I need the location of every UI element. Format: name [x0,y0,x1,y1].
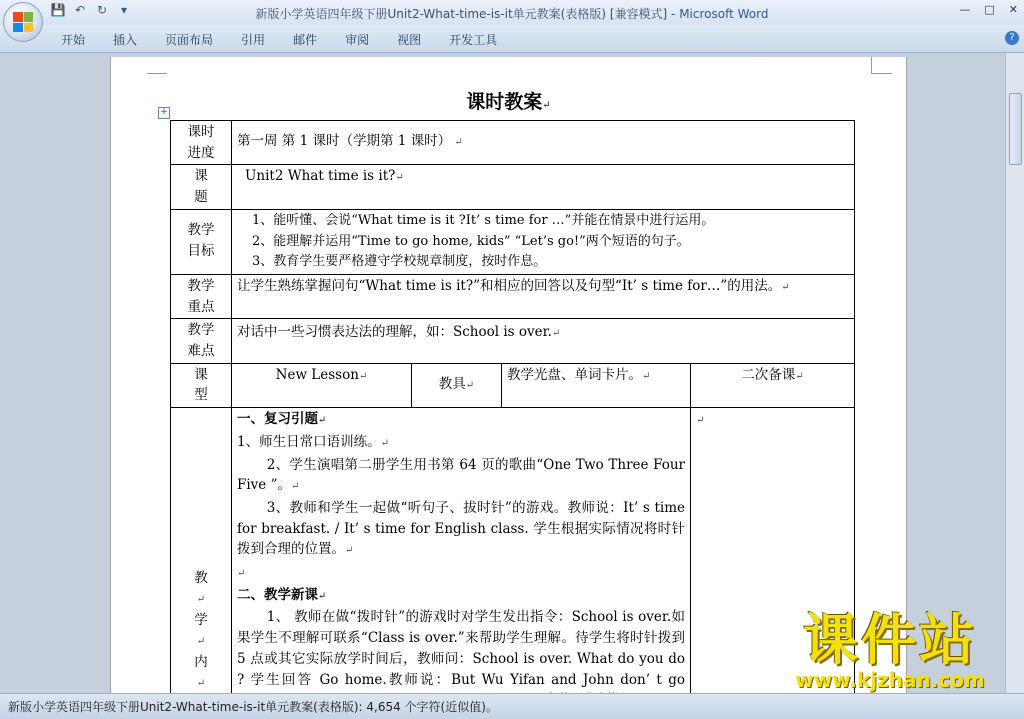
status-text: 新版小学英语四年级下册Unit2-What-time-is-it单元教案(表格版): 4,654 个字符(近似值)。 [8,700,498,714]
document-page[interactable] [110,57,907,693]
watermark-url: www.kjzhan.com [795,668,985,692]
tab-insert[interactable]: 插入 [113,33,138,47]
tools-value[interactable]: 教学光盘、单词卡片。↵ [502,363,691,407]
review-step-2: 2、学生演唱第二册学生用书第 64 页的歌曲“One Two Three Four Five ”。↵ [237,456,685,494]
goal-item: 2、能理解并运用“Time to go home, kids” “Let’s go!”两个短语的句子。 [252,233,690,249]
redo-icon[interactable]: ↻ [96,3,108,17]
table-row-topic [171,165,855,209]
ribbon-tabs [61,31,525,48]
goal-item: 3、教育学生要严格遵守学校规章制度，按时作息。 [252,254,547,270]
key-points-label: 教学 重点 [171,274,232,318]
table-row-lesson-type [171,363,855,407]
tab-mailings[interactable]: 邮件 [293,33,318,47]
section-review-title: 一、复习引题↵ [237,411,327,428]
tab-references[interactable]: 引用 [241,33,266,47]
key-points-value[interactable]: 让学生熟练掌握问句“What time is it?”和相应的回答以及句型“It’ s time for…”的用法。↵ [232,274,855,318]
topic-value[interactable]: Unit2 What time is it?↵ [232,165,855,209]
scrollbar-thumb[interactable] [1009,93,1022,165]
second-prep-label: 二次备课↵ [691,363,855,407]
table-row-progress [171,121,855,165]
section-new-lesson-title: 二、教学新课↵ [237,586,327,603]
document-name: 新版小学英语四年级下册Unit2-What-time-is-it单元教案(表格版) [兼容模式] - [255,7,680,21]
lesson-type-label: 课 型 [171,363,232,407]
table-move-handle-icon[interactable]: + [158,107,170,119]
margin-corner-left [147,57,167,74]
ribbon [0,25,1024,53]
help-icon[interactable]: ? [1005,31,1019,45]
minimize-icon[interactable]: — [959,3,971,16]
tools-label: 教具↵ [412,363,502,407]
tab-home[interactable]: 开始 [61,33,86,47]
table-row-difficulty [171,319,855,363]
status-bar [0,693,1024,719]
lesson-plan-table [170,120,855,693]
maximize-icon[interactable]: □ [984,3,995,16]
tab-review[interactable]: 审阅 [345,33,370,47]
difficulty-label: 教学 难点 [171,319,232,363]
save-icon[interactable]: 💾 [50,3,66,17]
progress-label: 课时 进度 [171,121,232,165]
office-logo-icon [13,12,33,32]
vertical-scrollbar[interactable] [1005,53,1024,693]
empty-paragraph: ↵ [237,568,246,580]
window-controls [959,3,1018,16]
tab-view[interactable]: 视图 [397,33,422,47]
watermark-logo [770,610,1010,690]
office-button[interactable] [3,2,43,42]
document-title: 课时教案↵ [466,91,551,113]
tab-developer[interactable]: 开发工具 [449,33,498,47]
review-step-1: 1、师生日常口语训练。↵ [237,433,389,450]
process-label: 教 ↵ 学 ↵ 内 ↵ [171,408,232,693]
customize-qat-icon[interactable]: ▾ [120,3,128,17]
progress-value[interactable]: 第一周 第 1 课时（学期第 1 课时） ↵ [232,121,855,165]
table-row-goals [171,209,855,274]
review-step-3: 3、教师和学生一起做“听句子、拔时针”的游戏。教师说：It’ s time for breakfast. / It’ s time for English class. 学生根据实际情况将时针拨到合理的位置。↵ [237,499,685,558]
window-title [0,5,1024,22]
second-prep-content[interactable]: ↵ [691,408,855,693]
margin-corner-right [871,57,892,74]
new-lesson-step-1: 1、 教师在做“拨时针”的游戏时对学生发出指令：School is over.如果学生不理解可联系“Class is over.”来帮助学生理解。待学生将时针拨到 5 点或其它实际放学时间后，教师问：School is over. What do you do ? 学生回答 Go home.教师说：But Wu Yifan and John don’ t go [237,609,685,688]
close-icon[interactable]: ✕ [1008,3,1018,16]
title-bar [0,0,1024,25]
document-workspace [0,53,1006,693]
table-row-process [171,408,855,693]
watermark-title: 课件站 [802,608,977,672]
goal-item: 1、能听懂、会说“What time is it ?It’ s time for …”并能在情景中进行运用。 [252,212,715,228]
undo-icon[interactable]: ↶ [74,3,86,17]
lesson-type-value[interactable]: New Lesson↵ [232,363,412,407]
goals-label: 教学 目标 [171,209,232,274]
app-name: Microsoft Word [679,7,769,21]
tab-page-layout[interactable]: 页面布局 [165,33,214,47]
difficulty-value[interactable]: 对话中一些习惯表达法的理解，如：School is over.↵ [232,319,855,363]
process-content[interactable] [232,408,691,693]
topic-label: 课 题 [171,165,232,209]
goals-value[interactable] [232,209,855,274]
table-row-key-points [171,274,855,318]
